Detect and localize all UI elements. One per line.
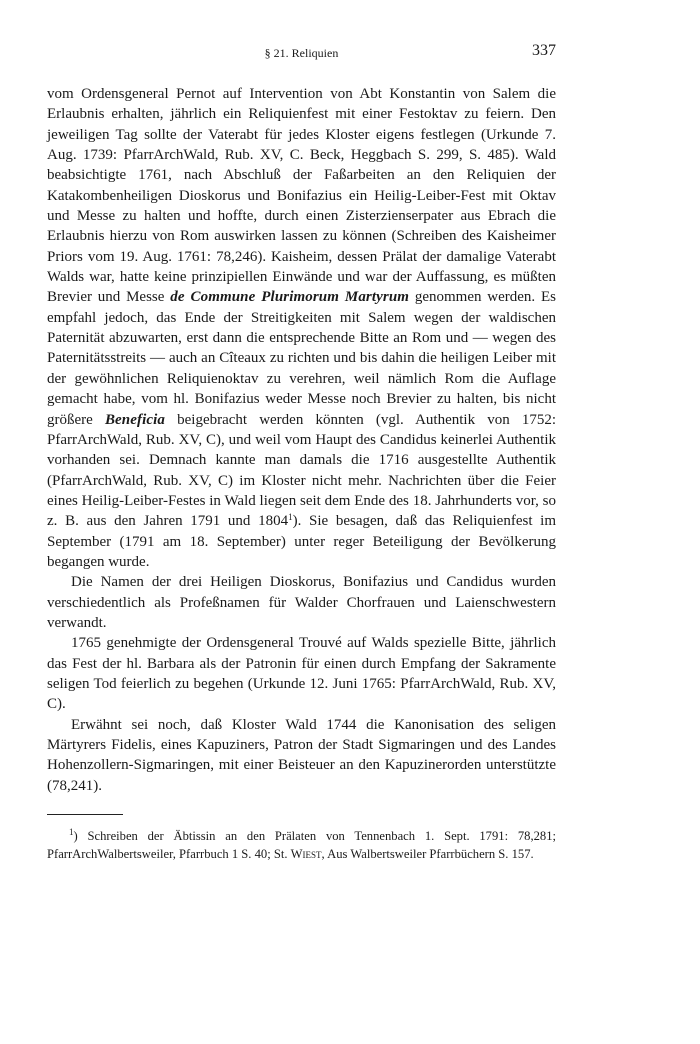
section-title: § 21. Reliquien	[264, 46, 339, 60]
footnote-author: Wiest	[290, 846, 322, 861]
paragraph-2: Die Namen der drei Heiligen Dioskorus, Bonifazius und Candidus wurden verschiedentlich als Profeßnamen für Walder Chorfrauen und Laienschwestern verwandt.	[47, 574, 556, 631]
footnote-separator	[47, 814, 123, 815]
footnote	[47, 828, 556, 863]
paragraph-1-text-mid: genommen werden. Es empfahl jedoch, das Ende der Streitigkeiten mit Salem wegen der waldischen Paternität abzuwarten, erst dann die entsprechende Bitte an Rom und — wegen des Paternitätsstreits — auch an Cîteaux zu richten und bis dahin die heiligen Leiber mit der gewöhnlichen Reliquienoktav zu verehren, weil nämlich Rom die Auflage gemacht habe, vom hl. Bonifazius weder Messe noch Brevier zu halten, bis nicht größere	[47, 289, 556, 428]
footnote-marker: 1	[69, 827, 74, 838]
running-header	[47, 42, 556, 64]
main-text	[47, 84, 556, 796]
latin-word-beneficia: Beneficia	[104, 411, 165, 428]
paragraph-1	[47, 84, 556, 572]
paragraph-3: 1765 genehmigte der Ordensgeneral Trouvé auf Walds spezielle Bitte, jährlich das Fest der hl. Barbara als der Patronin für einen durch Empfang der Sakramente seligen Tod feierlich zu begehen (Urkunde 12. Juni 1765: PfarrArchWald, Rub. XV, C).	[47, 635, 556, 713]
footnote-text-end: , Aus Walbertsweiler Pfarrbüchern S. 157.	[321, 846, 534, 861]
footnote-reference: 1	[288, 512, 293, 523]
book-page	[47, 42, 556, 863]
latin-phrase-commune: de Commune Plurimorum Martyrum	[170, 289, 410, 306]
paragraph-1-text: vom Ordensgeneral Pernot auf Intervention von Abt Konstantin von Salem die Erlaubnis erhalten, jährlich ein Reliquienfest mit einer Festoktav zu feiern. Den jeweiligen Tag sollte der Vaterabt für jedes Kloster eigens festlegen (Urkunde 7. Aug. 1739: PfarrArchWald, Rub. XV, C. Beck, Heggbach S. 299, S. 485). Wald beabsichtigte 1761, nach Abschluß der Faßarbeiten an den Reliquien der Katakombenheiligen Dioskorus und Bonifazius ein Heilig-Leiber-Fest mit Oktav und Messe zu halten und hoffte, durch einen Zisterzienserpater aus Ebrach die Erlaubnis hierzu von Rom auswirken lassen zu können (Schreiben des Kaisheimer Priors vom 19. Aug. 1761: 78,246). Kaisheim, dessen Prälat der damalige Vaterabt Walds war, hatte keine prinzipiellen Einwände und war der Auffassung, es müßten Brevier und Messe	[47, 86, 556, 306]
paragraph-1-text-tail: ). Sie besagen, daß das Reliquienfest im September (1791 am 18. September) unter reger Beteiligung der Bevölkerung begangen wurde.	[47, 513, 556, 570]
footnote-text: ) Schreiben der Äbtissin an den Prälaten von Tennenbach 1. Sept. 1791: 78,281; PfarrArchWalbertsweiler, Pfarrbuch 1 S. 40; St.	[47, 829, 556, 861]
paragraph-4: Erwähnt sei noch, daß Kloster Wald 1744 die Kanonisation des seligen Märtyrers Fidelis, eines Kapuziners, Patron der Stadt Sigmaringen und des Landes Hohenzollern-Sigmaringen, mit einer Beisteuer an den Kapuzinerorden unterstützte (78,241).	[47, 716, 556, 794]
paragraph-1-text-post: beigebracht werden könnten (vgl. Authentik von 1752: PfarrArchWald, Rub. XV, C), und weil vom Haupt des Candidus keinerlei Authentik vorhanden sei. Demnach kannte man damals die 1716 ausgestellte Authentik (PfarrArchWald, Rub. XV, C) im Kloster nicht mehr. Nachrichten über die Feier eines Heilig-Leiber-Festes in Wald liegen seit dem Ende des 18. Jahrhunderts vor, so z. B. aus den Jahren 1791 und 1804	[47, 411, 556, 530]
page-number: 337	[532, 42, 556, 59]
